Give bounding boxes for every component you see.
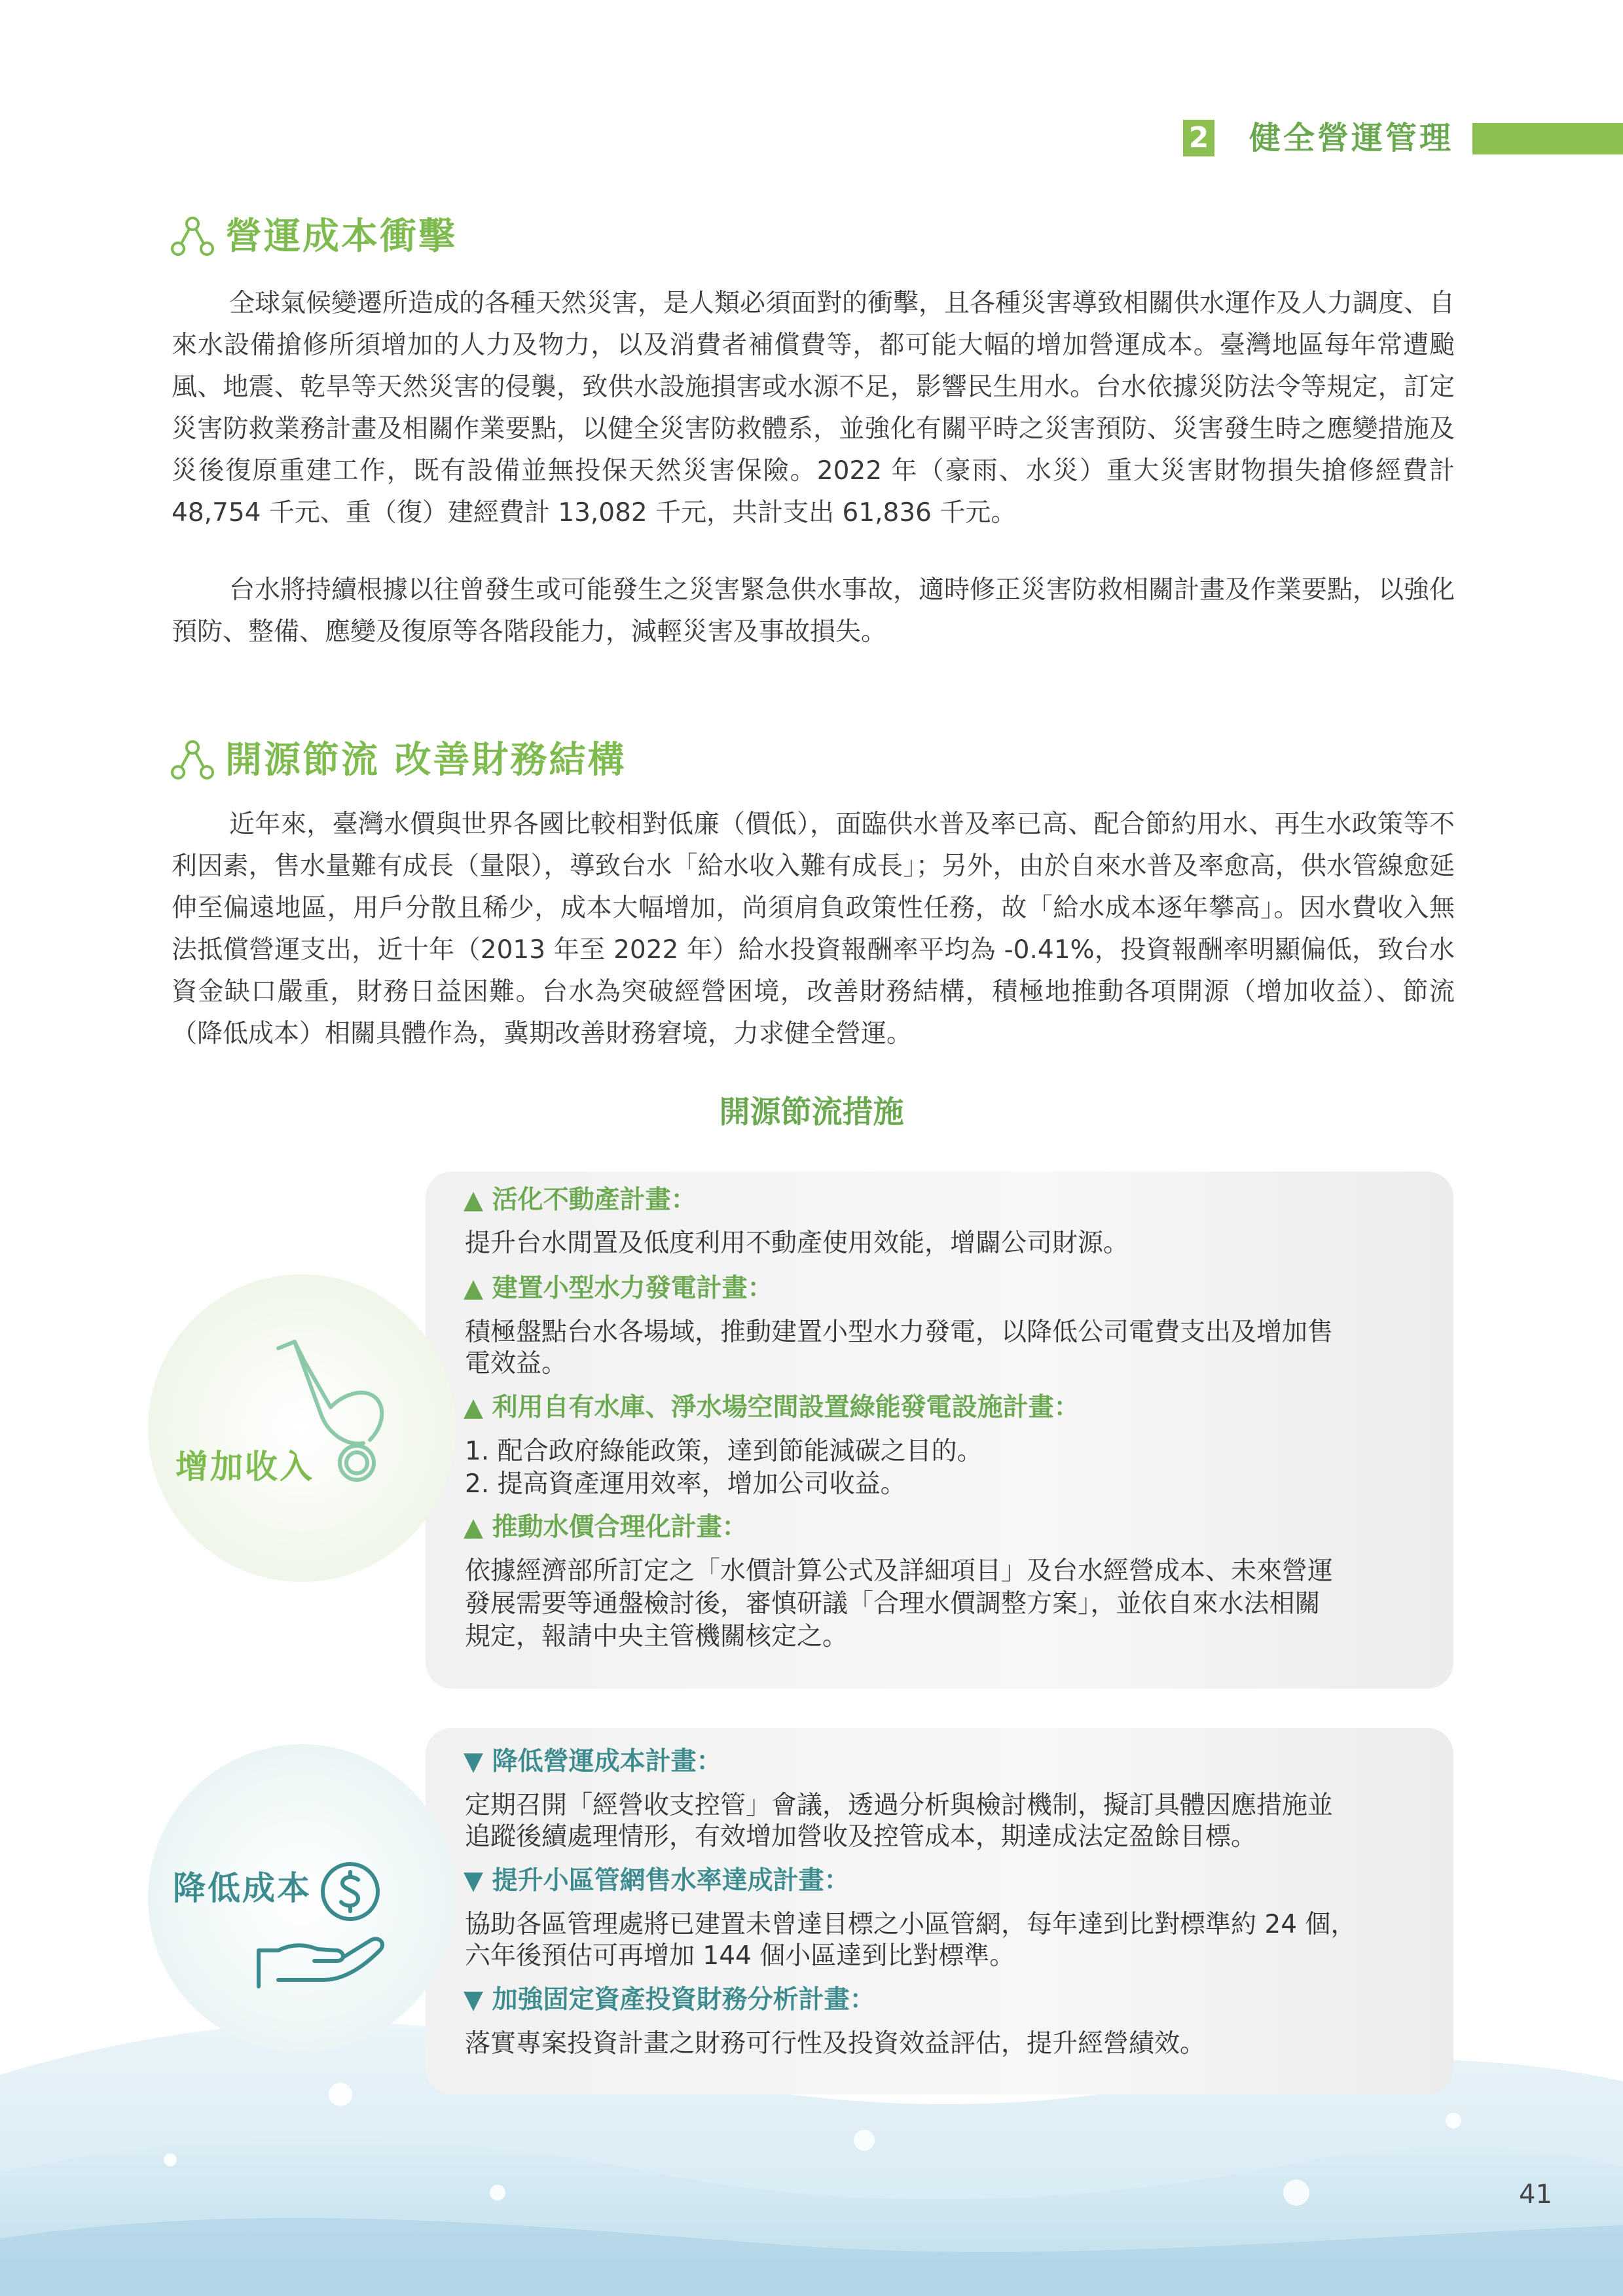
item-text-real-estate-1: 提升台水閒置及低度利用不動產使用效能，增闢公司財源。 [465,1229,1129,1258]
section-title-finance-structure: 開源節流 改善財務結構 [225,739,627,781]
item-head-water-price: ▲ 推動水價合理化計畫： [464,1513,748,1542]
item-text-district-network-2: 六年後預估可再增加 144 個小區達到比對標準。 [465,1941,1015,1971]
increase-income-label: 增加收入 [175,1448,314,1486]
paragraph-disaster-plan: 台水將持續根據以往曾發生或可能發生之災害緊急供水事故，適時修正災害防救相關計畫及作業要點，以強化預防、整備、應變及復原等各階段能力，減輕災害及事故損失。 [172,575,1455,647]
item-text-asset-analysis-1: 落實專案投資計畫之財務可行性及投資效益評估，提升經營績效。 [465,2029,1206,2058]
item-text-hydropower-1: 積極盤點台水各場域，推動建置小型水力發電，以降低公司電費支出及增加售 [465,1318,1334,1347]
item-head-asset-analysis: ▼ 加強固定資產投資財務分析計畫： [464,1985,875,2015]
item-text-water-price-1: 依據經濟部所訂定之「水價計算公式及詳細項目」及台水經營成本、未來營運 [465,1556,1334,1586]
item-text-operating-cost-1: 定期召開「經營收支控管」會議，透過分析與檢討機制，擬訂具體因應措施並 [465,1791,1334,1820]
molecule-icon [169,737,216,784]
paragraph-disaster-impact: 全球氣候變遷所造成的各種天然災害，是人類必須面對的衝擊，且各種災害導致相關供水運作及人力調度、自來水設備搶修所須增加的人力及物力，以及消費者補償費等，都可能大幅的增加營運成本。臺灣地區每年常遭颱風、地震、乾旱等天然災害的侵襲，致供水設施損害或水源不足，影響民生用水。台水依據災防法令等規定，訂定災害防救業務計畫及相關作業要點，以健全災害防救體系，並強化有關平時之災害預防、災害發生時之應變措施及災後復原重建工作，既有設備並無投保天然災害保險。2022 年（豪雨、水災）重大災害財物損失搶修經費計 48,754 千元、重（復）建經費計 13,082 千元，共計支出 61,836 千元。 [172,289,1455,528]
item-text-water-price-2: 發展需要等通盤檢討後，審慎研議「合理水價調整方案」，並依自來水法相關 [465,1589,1321,1619]
item-text-hydropower-2: 電效益。 [465,1349,568,1378]
measures-title: 開源節流措施 [719,1094,904,1130]
item-head-district-network: ▼ 提升小區管網售水率達成計畫： [464,1866,850,1895]
paragraph-finance: 近年來，臺灣水價與世界各國比較相對低廉（價低），面臨供水普及率已高、配合節約用水、再生水政策等不利因素，售水量難有成長（量限），導致台水「給水收入難有成長」；另外，由於自來水普及率愈高，供水管線愈延伸至偏遠地區，用戶分散且稀少，成本大幅增加，尚須肩負政策性任務，故「給水成本逐年攀高」。因水費收入無法抵償營運支出，近十年（2013 年至 2022 年）給水投資報酬率平均為 -0.41%，投資報酬率明顯偏低，致台水資金缺口嚴重，財務日益困難。台水為突破經營困境，改善財務結構，積極地推動各項開源（增加收益）、節流（降低成本）相關具體作為，冀期改善財務窘境，力求健全營運。 [172,810,1455,1049]
reduce-cost-label: 降低成本 [173,1869,312,1907]
item-head-real-estate: ▲ 活化不動產計畫： [464,1185,697,1215]
chapter-number: 2 [1183,120,1214,156]
item-text-operating-cost-2: 追蹤後續處理情形，有效增加營收及控管成本，期達成法定盈餘目標。 [465,1822,1257,1852]
item-text-green-energy-2: 2. 提高資產運用效率，增加公司收益。 [465,1469,906,1499]
chapter-bar [1472,123,1623,154]
item-head-hydropower: ▲ 建置小型水力發電計畫： [464,1274,773,1303]
item-text-green-energy-1: 1. 配合政府綠能政策，達到節能減碳之目的。 [465,1437,983,1466]
item-head-green-energy: ▲ 利用自有水庫、淨水場空間設置綠能發電設施計畫： [464,1393,1080,1422]
chapter-title: 健全營運管理 [1249,120,1454,156]
section-title-operating-cost: 營運成本衝擊 [225,215,457,258]
page-number: 41 [1519,2179,1552,2210]
item-text-water-price-3: 規定，報請中央主管機關核定之。 [465,1622,848,1651]
molecule-icon [169,213,216,260]
item-head-operating-cost: ▼ 降低營運成本計畫： [464,1747,722,1776]
item-text-district-network-1: 協助各區管理處將已建置未曾達目標之小區管網，每年達到比對標準約 24 個， [465,1910,1357,1939]
